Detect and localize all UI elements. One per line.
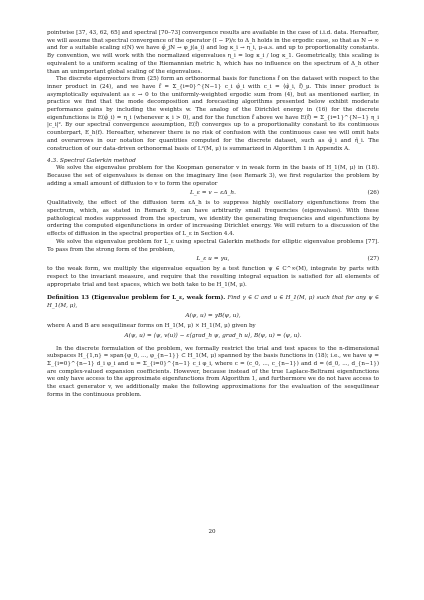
equation-weak [47, 311, 379, 323]
equation-26 [47, 188, 379, 200]
equation-27-body: L_ε u = γu, [196, 256, 230, 263]
equation-26-body: L_ε = v − εΔ_h. [190, 190, 236, 197]
equation-weak-body: A(ψ, u) = γB(ψ, u), [185, 312, 241, 319]
equation-forms-body: A(ψ, u) = ⟨ψ, v(u)⟩ − ε⟨grad_h ψ, grad_h u⟩, B(ψ, u) = ⟨ψ, u⟩. [124, 332, 302, 339]
definition-13 [47, 295, 379, 310]
paragraph-galerkin: We solve the eigenvalue problem for L_ε using spectral Galerkin methods for elliptic eigenvalue problems [77]. To pass from the strong form of the problem, [47, 238, 379, 253]
section-heading: 4.3. Spectral Galerkin method [47, 158, 136, 165]
paragraph-weak-form: to the weak form, we multiply the eigenvalue equation by a test function ψ ∈ C^∞(M), integrate by parts with respect to the invariant measure, and require that the resulting integral equation is satisfied for all elements of appropriate trial and test spaces, which we both take to be H_1(M, μ). [47, 266, 379, 288]
paragraph-koopman-generator: We solve the eigenvalue problem for the Koopman generator v in weak form in the basis of H_1(M, μ) in (18). Because the set of eigenvalues is dense on the imaginary line (see Remark 3), we first regularize the problem by adding a small amount of diffusion to v to form the operator [47, 165, 379, 187]
definition-text: Find γ ∈ C and u ∈ H_1(M, μ) such that for any ψ ∈ H_1(M, μ), [47, 295, 379, 310]
paragraph-convergence: pointwise [37, 43, 62, 65] and spectral [70–73] convergence results are available in the case of i.i.d. data. Hereafter, we will assume that spectral convergence of the operator (I − P)/ε to Δ_h holds in the ergodic case, so that as N → ∞ and for a suitable scaling ε(N) we have φ̂_jN → φ_j(a_i) and log κ_i → η_i, μ-a.s. and up to proportionality constants. By convention, we will work with the normalized eigenvalues η_i = log κ_i / log κ_1. Geometrically, this scaling is equivalent to a uniform scaling of the Riemannian metric h, which has no influence on the spectrum of Δ_h other than an unimportant global scaling of the eigenvalues. [47, 30, 379, 75]
paragraph-diffusion-effect: Qualitatively, the effect of the diffusion term εΔ_h is to suppress highly oscillatory eigenfunctions from the spectrum, which, as stated in Remark 9, can have arbitrarily small frequencies (eigenvalues). With these pathological modes suppressed from the spectrum, we identify the generating frequencies and eigenfunctions by ordering the computed eigenfunctions in order of increasing Dirichlet energy. We will return to a discussion of the effects of diffusion in the spectral properties of L_ε in Section 4.4. [47, 200, 379, 238]
equation-forms [47, 331, 379, 343]
paper-page [47, 30, 379, 399]
equation-27 [47, 254, 379, 266]
paragraph-discrete-eigenvectors: The discrete eigenvectors from (25) form an orthonormal basis for functions f̂ on the dataset with respect to the inner product in (24), and we have f̂ = Σ_{i=0}^{N−1} c_i φ̂_i with c_i = ⟨φ̂_i, f̂⟩_μ. This inner product is asymptotically equivalent as ε → 0 to the uniformly-weighted ergodic sum from (4), but as mentioned earlier, in practice we find that the mode decomposition and forecasting algorithms presented below exhibit moderate performance gains by including the weights w. The analog of the Dirichlet energy in (16) for the discrete eigenfunctions is E(φ̂_i) = η_i (whenever κ_i > 0), and for the function f̂ above we have E(f̂) = Σ_{i=1}^{N−1} η_i |c_i|². By our spectral convergence assumption, E(f̂) converges up to a proportionality constant to its continuous counterpart, E_h(f). Hereafter, whenever there is no risk of confusion with the continuous case we will omit hats and overarrows in our notation for quantities computed for the discrete dataset, such as φ̂_i and η̂_i. The construction of our data-driven orthonormal basis of L²(M, μ) is summarized in Algorithm 1 in Appendix A. [47, 76, 379, 152]
paragraph-discrete-formulation: In the discrete formulation of the problem, we formally restrict the trial and test spaces to the n-dimensional subspaces H_{1,n} = span{φ_0, ..., φ_{n−1}} ⊂ H_1(M, μ) spanned by the basis functions in (18); i.e., we have ψ = Σ_{i=0}^{n−1} d_i φ_i and u = Σ_{i=0}^{n−1} c_i φ_i, where c = (c_0, ..., c_{n−1}) and d = (d_0, ..., d_{n−1}) are complex-valued expansion coefficients. However, because instead of the true Laplace-Beltrami eigenfunctions we only have access to the approximate eigenfunctions from Algorithm 1, and furthermore we do not have access to the exact generator v, we additionally make the following approximations for the evaluation of the sesquilinear forms in the continuous problem. [47, 345, 379, 398]
paragraph-sesquilinear: where A and B are sesquilinear forms on H_1(M, μ) × H_1(M, μ) given by [47, 322, 256, 329]
definition-title: Definition 13 (Eigenvalue problem for L_ε, weak form). [47, 295, 226, 302]
equation-27-number: (27) [367, 256, 379, 263]
page-number: 20 [208, 529, 216, 535]
equation-26-number: (26) [367, 190, 379, 197]
